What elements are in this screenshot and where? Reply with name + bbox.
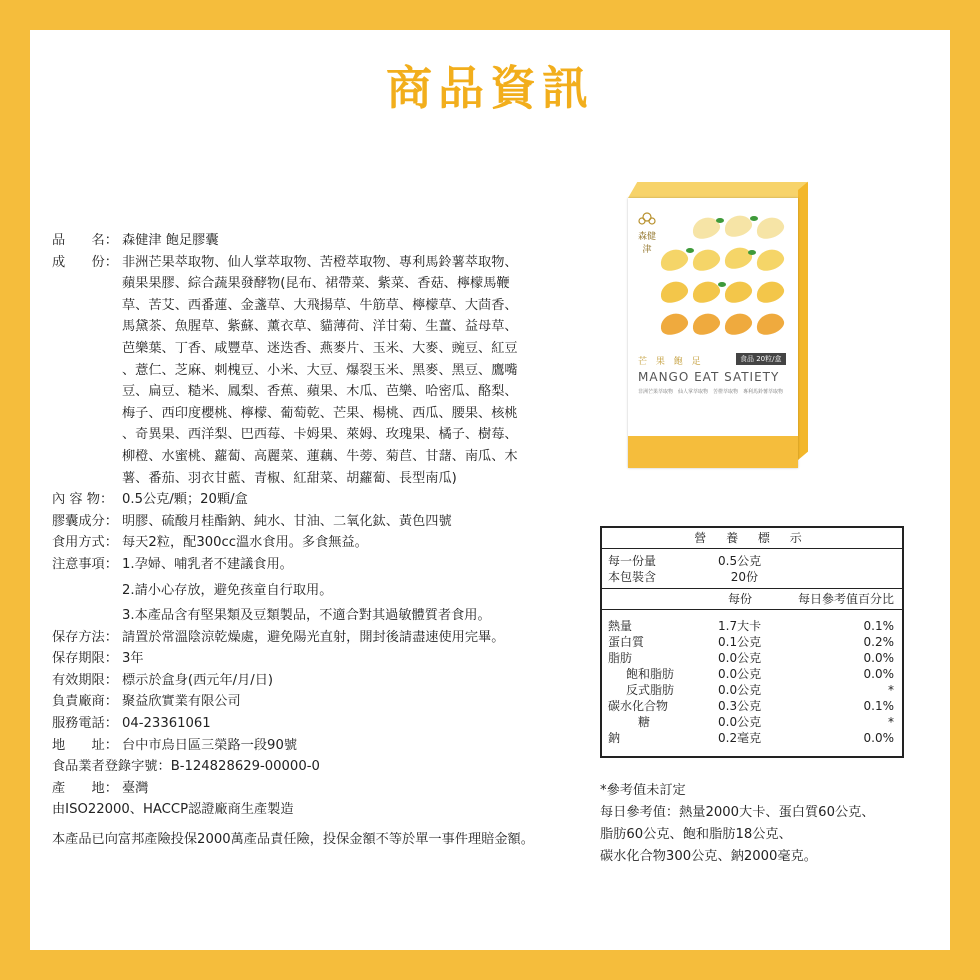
ingredients-line: 柳橙、水蜜桃、蘿蔔、高麗菜、蓮藕、牛蒡、菊苣、甘藷、南瓜、木 [122, 448, 518, 464]
content-label: 內 容 物： [52, 492, 114, 508]
nutrient-amount: 0.0公克 [718, 651, 762, 665]
address-value: 台中市烏日區三榮路一段90號 [122, 737, 298, 753]
nutrient-row [602, 698, 902, 714]
nutrient-row [602, 682, 902, 698]
note-line: *參考值未訂定 [600, 783, 686, 798]
maker-label: 負責廠商： [52, 694, 118, 710]
nutrient-amount: 0.1公克 [718, 635, 762, 649]
certification-text: 由ISO22000、HACCP認證廠商生產製造 [52, 802, 294, 818]
storage-value: 請置於常溫陰涼乾燥處，避免陽光直射，開封後請盡速使用完畢。 [122, 629, 505, 645]
product-name: 森健津 飽足膠囊 [122, 233, 219, 248]
per-serving-header: 每份 [728, 592, 753, 606]
nutrient-percent: 0.1% [863, 699, 894, 713]
content-value: 0.5公克/顆；20顆/盒 [122, 492, 248, 508]
maker-row [52, 691, 612, 713]
ingredients-line: 芭樂葉、丁香、咸豐草、迷迭香、燕麥片、玉米、大麥、豌豆、紅豆 [122, 340, 518, 356]
insurance-text: 本產品已向富邦產險投保2000萬產品責任險，投保金額不等於單一事件理賠金額。 [52, 832, 534, 848]
nutrient-amount: 0.0公克 [718, 667, 762, 681]
box-band [628, 436, 798, 468]
usage-row [52, 532, 612, 554]
ingredients-line: 非洲芒果萃取物、仙人掌萃取物、苦橙萃取物、專利馬鈴薯萃取物、 [122, 254, 518, 270]
box-front [628, 198, 798, 468]
shelf-row [52, 648, 612, 670]
box-tag: 食品 20粒/盒 [736, 353, 786, 365]
nutrient-amount: 0.0公克 [718, 715, 762, 729]
nutrient-row [602, 634, 902, 650]
ingredients-line: 草、苦艾、西番蓮、金盞草、大飛揚草、牛筋草、檸檬草、大茴香、 [122, 297, 518, 313]
nutrient-percent: * [888, 683, 894, 697]
origin-row [52, 778, 612, 800]
nutrient-name: 蛋白質 [608, 635, 645, 649]
name-label: 品 名： [52, 233, 118, 248]
box-product-name: 芒 果 飽 足 [638, 357, 704, 367]
nutrition-table [600, 526, 904, 758]
daily-header: 每日參考值百分比 [797, 592, 894, 606]
content-row [52, 489, 612, 511]
nutrient-percent: 0.0% [863, 731, 894, 745]
nutrient-name: 糖 [638, 715, 651, 729]
caution-item: 1.孕婦、哺乳者不建議食用。 [122, 556, 293, 572]
nutrient-percent: 0.1% [863, 619, 894, 633]
nutrient-amount: 0.2毫克 [718, 731, 762, 745]
ingredients-line: 豆、扁豆、糙米、鳳梨、香蕉、蘋果、木瓜、芭樂、哈密瓜、酪梨、 [122, 384, 518, 400]
ingredients-line: 梅子、西印度櫻桃、檸檬、葡萄乾、芒果、楊桃、西瓜、腰果、核桃 [122, 405, 518, 421]
nutrient-row [602, 650, 902, 666]
box-top [628, 182, 807, 198]
box-subtitle: 非洲芒果萃取物 仙人掌萃取物 苦橙萃取物 專利馬鈴薯萃取物 [638, 389, 784, 395]
column-headers [602, 589, 902, 610]
caution-item: 2.請小心存放，避免孩童自行取用。 [122, 582, 333, 598]
note-line: 碳水化合物300公克、鈉2000毫克。 [600, 849, 817, 864]
ingredients-label: 成 份： [52, 254, 118, 270]
ingredients-line: 、奇異果、西洋梨、巴西莓、卡姆果、萊姆、玫瑰果、橘子、樹莓、 [122, 427, 518, 443]
nutrient-percent: * [888, 715, 894, 729]
ingredients-row [52, 252, 612, 490]
usage-label: 食用方式： [52, 535, 118, 551]
ingredients-line: 薯、番茄、羽衣甘藍、青椒、紅甜菜、胡蘿蔔、長型南瓜) [122, 470, 457, 486]
reference-notes [600, 780, 875, 868]
origin-label: 產 地： [52, 780, 118, 796]
nutrient-name: 碳水化合物 [608, 699, 669, 713]
serving-value: 0.5公克 [718, 554, 762, 568]
ingredients-list [122, 252, 612, 490]
caution-list [122, 554, 612, 627]
expiry-row [52, 670, 612, 692]
nutrient-rows [602, 610, 902, 756]
nutrient-row [602, 618, 902, 634]
name-row [52, 230, 612, 252]
servings-label: 本包裝含 [608, 570, 657, 584]
nutrient-name: 鈉 [608, 731, 621, 745]
servings-value: 20份 [730, 570, 758, 584]
phone-value: 04-23361061 [122, 716, 211, 732]
address-label: 地 址： [52, 737, 118, 753]
product-box-image [622, 182, 807, 472]
page-title: 商品資訊 [386, 61, 594, 115]
storage-row [52, 627, 612, 649]
servings-row [602, 569, 902, 585]
nutrient-amount: 0.0公克 [718, 683, 762, 697]
nutrient-percent: 0.0% [863, 651, 894, 665]
serving-section [602, 549, 902, 589]
maker-value: 聚益欣實業有限公司 [122, 694, 241, 710]
usage-value: 每天2粒，配300cc溫水食用。多食無益。 [122, 535, 368, 551]
note-line: 脂肪60公克、飽和脂肪18公克、 [600, 827, 792, 842]
nutrient-name: 飽和脂肪 [626, 667, 675, 681]
brand-name: 森健津 [637, 232, 656, 255]
capsule-row [52, 511, 612, 533]
nutrient-name: 熱量 [608, 619, 633, 633]
caution-item: 3.本產品含有堅果類及豆類製品，不適合對其過敏體質者食用。 [122, 608, 491, 624]
box-side [798, 182, 808, 460]
capsule-value: 明膠、硫酸月桂酯鈉、純水、甘油、二氧化鈦、黃色四號 [122, 513, 452, 529]
ingredients-line: 、薏仁、芝麻、刺槐豆、小米、大豆、爆裂玉米、黑麥、黑豆、鷹嘴 [122, 362, 518, 378]
nutrient-percent: 0.0% [863, 667, 894, 681]
nutrient-percent: 0.2% [863, 635, 894, 649]
registration-row [52, 756, 612, 778]
phone-label: 服務電話： [52, 716, 118, 732]
brand-logo [636, 212, 658, 255]
header-row [602, 591, 902, 607]
shelf-label: 保存期限： [52, 651, 118, 667]
expiry-value: 標示於盒身(西元年/月/日) [122, 672, 274, 688]
nutrient-row [602, 666, 902, 682]
registration-value: B-124828629-00000-0 [170, 759, 320, 775]
box-english-name: MANGO EAT SATIETY [638, 370, 780, 384]
capsule-label: 膠囊成分： [52, 513, 118, 529]
serving-label: 每一份量 [608, 554, 657, 568]
expiry-label: 有效期限： [52, 672, 118, 688]
product-info [52, 230, 612, 851]
nutrition-title: 營 養 標 示 [602, 528, 902, 549]
caution-label: 注意事項： [52, 556, 118, 572]
nutrient-row [602, 730, 902, 746]
shelf-value: 3年 [122, 651, 144, 667]
nutrient-name: 脂肪 [608, 651, 633, 665]
address-row [52, 735, 612, 757]
registration-label: 食品業者登錄字號： [52, 759, 171, 775]
caution-row [52, 554, 612, 627]
phone-row [52, 713, 612, 735]
nutrient-name: 反式脂肪 [626, 683, 675, 697]
origin-value: 臺灣 [122, 780, 149, 796]
ingredients-line: 馬黛茶、魚腥草、紫蘇、薰衣草、貓薄荷、洋甘菊、生薑、益母草、 [122, 319, 518, 335]
nutrient-amount: 0.3公克 [718, 699, 762, 713]
ingredients-line: 蘋果果膠、綜合蔬果發酵物(昆布、裙帶菜、紫菜、香菇、檸檬馬鞭 [122, 276, 510, 292]
serving-row [602, 553, 902, 569]
nutrient-amount: 1.7大卡 [718, 619, 762, 633]
storage-label: 保存方法： [52, 629, 118, 645]
note-line: 每日參考值：熱量2000大卡、蛋白質60公克、 [600, 805, 875, 820]
nutrient-row [602, 714, 902, 730]
